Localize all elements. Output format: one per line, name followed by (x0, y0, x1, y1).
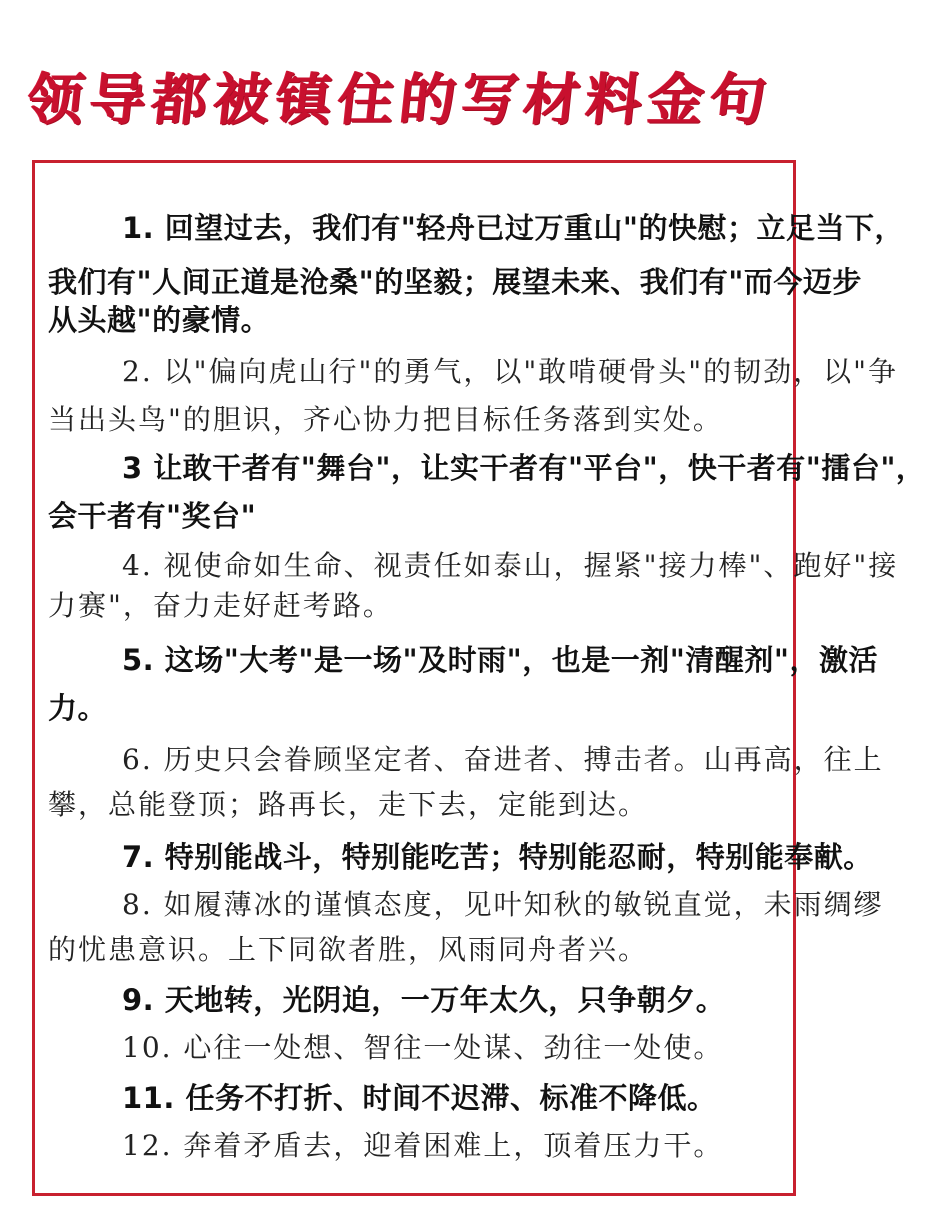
quote-5-line-1: 5. 这场"大考"是一场"及时雨"，也是一剂"清醒剂"，激活 (122, 643, 878, 677)
quote-10-line-1: 10. 心往一处想、智往一处谋、劲往一处使。 (122, 1031, 724, 1064)
quote-3-line-1: 3 让敢干者有"舞台"，让实干者有"平台"，快干者有"擂台"， (122, 451, 925, 485)
quote-3-line-2: 会干者有"奖台" (48, 499, 257, 533)
quote-4-line-1: 4. 视使命如生命、视责任如泰山，握紧"接力棒"、跑好"接 (122, 549, 899, 582)
quote-8-line-2: 的忧患意识。上下同欲者胜，风雨同舟者兴。 (48, 933, 649, 966)
quote-2-line-2: 当出头鸟"的胆识，齐心协力把目标任务落到实处。 (48, 403, 723, 436)
quote-9-line-1: 9. 天地转，光阴迫，一万年太久，只争朝夕。 (122, 983, 726, 1017)
quote-6-line-2: 攀，总能登顶；路再长，走下去，定能到达。 (48, 788, 649, 821)
quote-12-line-1: 12. 奔着矛盾去，迎着困难上，顶着压力干。 (122, 1129, 724, 1162)
quote-1-line-2: 我们有"人间正道是沧桑"的坚毅；展望未来、我们有"而今迈步 (48, 265, 862, 299)
quote-8-line-1: 8. 如履薄冰的谨慎态度，见叶知秋的敏锐直觉，未雨绸缪 (122, 888, 884, 921)
page-title: 领导都被镇住的写材料金句 (24, 67, 776, 133)
quote-4-line-2: 力赛"，奋力走好赶考路。 (48, 589, 393, 622)
quote-7-line-1: 7. 特别能战斗，特别能吃苦；特别能忍耐，特别能奉献。 (122, 840, 873, 874)
quote-2-line-1: 2. 以"偏向虎山行"的勇气，以"敢啃硬骨头"的韧劲，以"争 (122, 355, 899, 388)
quote-5-line-2: 力。 (48, 691, 108, 725)
quote-11-line-1: 11. 任务不打折、时间不迟滞、标准不降低。 (122, 1081, 717, 1115)
quote-1-line-1: 1. 回望过去，我们有"轻舟已过万重山"的快慰；立足当下， (122, 211, 905, 245)
quote-1-line-3: 从头越"的豪情。 (48, 303, 271, 337)
quote-6-line-1: 6. 历史只会眷顾坚定者、奋进者、搏击者。山再高，往上 (122, 743, 884, 776)
